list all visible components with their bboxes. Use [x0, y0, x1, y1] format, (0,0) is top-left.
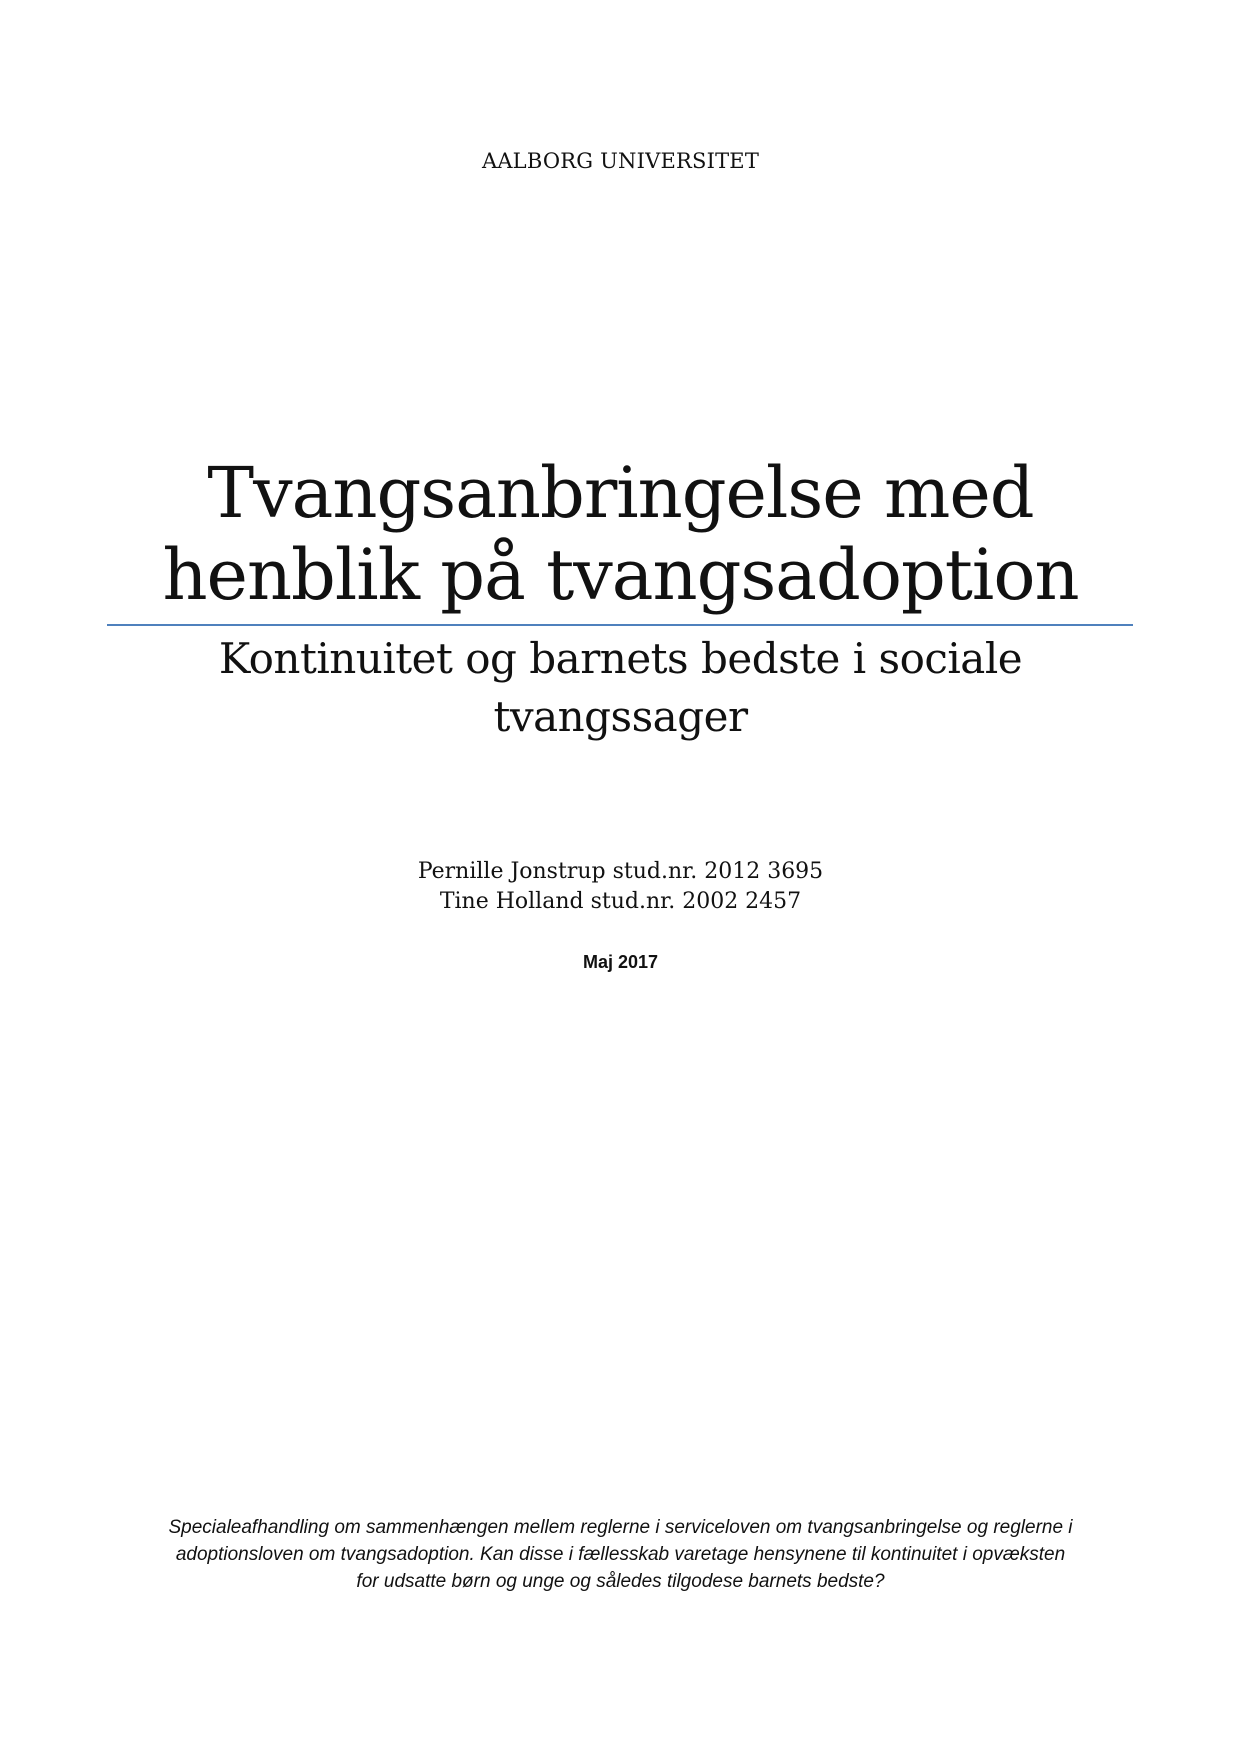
subtitle-line: tvangssager	[493, 692, 748, 741]
title-line: henblik på tvangsadoption	[162, 534, 1079, 616]
author-entry: Tine Holland stud.nr. 2002 2457	[439, 889, 802, 914]
abstract	[110, 1514, 1131, 1595]
document-title	[0, 452, 1241, 616]
document-subtitle	[0, 630, 1241, 746]
title-divider	[107, 624, 1133, 626]
abstract-line: adoptionsloven om tvangsadoption. Kan disse i fællesskab varetage hensynene til kontinuitet i opvæksten	[175, 1544, 1066, 1565]
abstract-line: for udsatte børn og unge og således tilgodese barnets bedste?	[356, 1571, 885, 1592]
abstract-line: Specialeafhandling om sammenhængen mellem reglerne i serviceloven om tvangsanbringelse og reglerne i	[168, 1517, 1073, 1538]
university-name: AALBORG UNIVERSITET	[481, 149, 760, 173]
author-list	[0, 857, 1241, 917]
document-date: Maj 2017	[582, 952, 659, 972]
author-entry: Pernille Jonstrup stud.nr. 2012 3695	[417, 859, 824, 884]
title-line: Tvangsanbringelse med	[207, 452, 1034, 534]
subtitle-line: Kontinuitet og barnets bedste i sociale	[218, 634, 1023, 683]
